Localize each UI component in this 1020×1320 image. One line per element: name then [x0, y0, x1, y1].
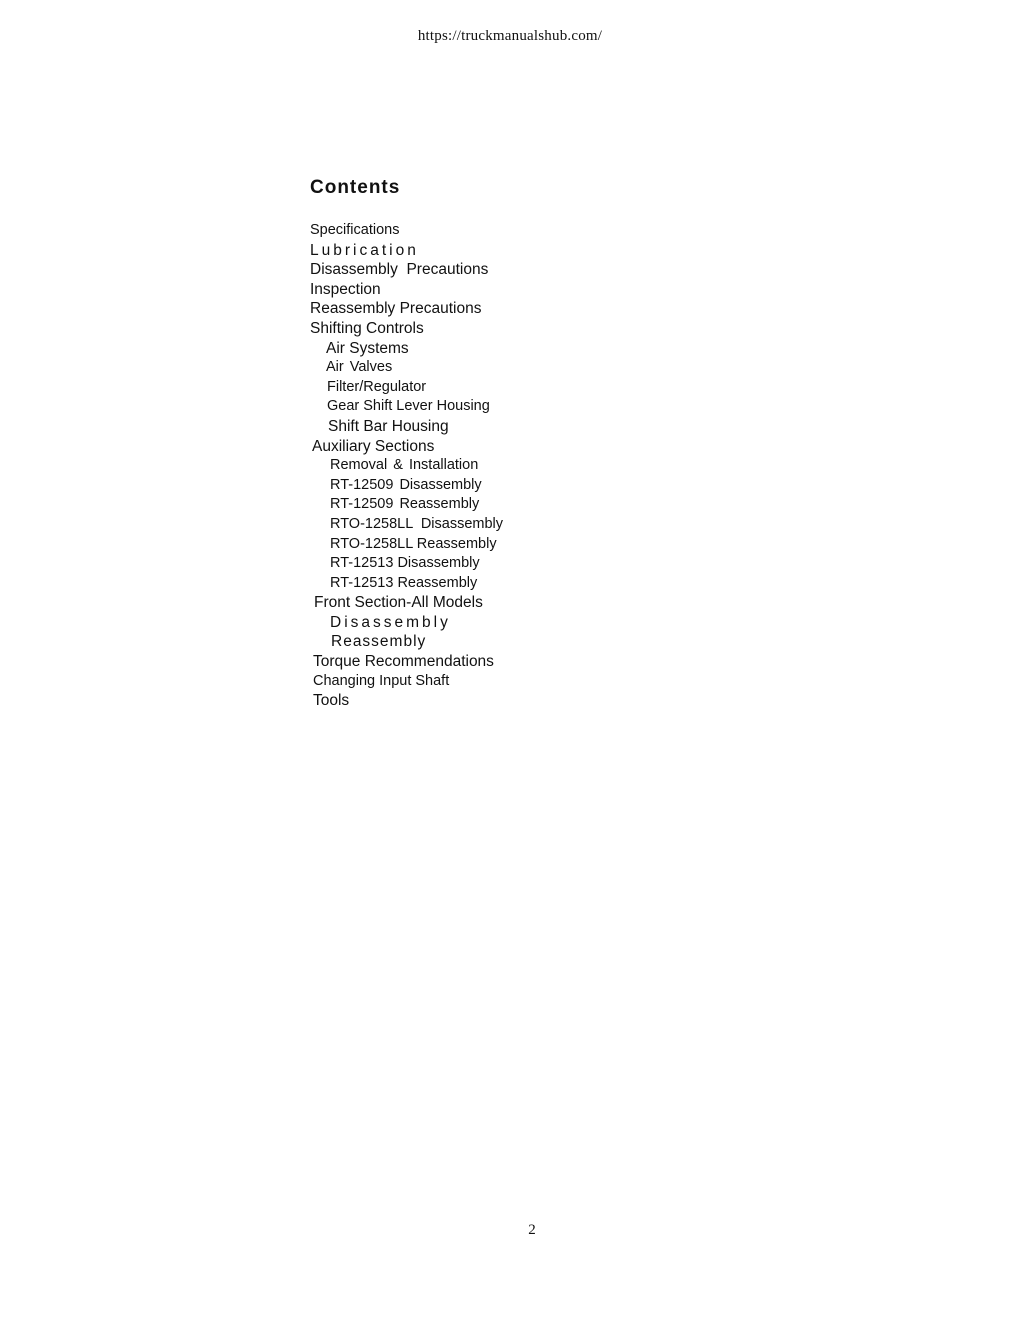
toc-item-air-systems[interactable]: Air Systems — [326, 339, 409, 357]
toc-item-front-reassembly[interactable]: Reassembly — [331, 633, 427, 651]
toc-item-removal-installation[interactable]: Removal & Installation — [330, 457, 479, 474]
toc-item-rt-12513-disassembly[interactable]: RT-12513 Disassembly — [330, 555, 480, 572]
toc-item-changing-input-shaft[interactable]: Changing Input Shaft — [313, 672, 450, 689]
toc-item-auxiliary-sections[interactable]: Auxiliary Sections — [312, 437, 435, 455]
toc-item-filter-regulator[interactable]: Filter/Regulator — [327, 378, 427, 395]
toc-item-lubrication[interactable]: Lubrication — [310, 241, 419, 259]
header-url[interactable]: https://truckmanualshub.com/ — [417, 28, 603, 44]
toc-item-reassembly-precautions[interactable]: Reassembly Precautions — [310, 300, 482, 318]
toc-list — [310, 221, 710, 711]
toc-item-gear-shift-lever-housing[interactable]: Gear Shift Lever Housing — [327, 398, 490, 415]
toc-item-front-disassembly[interactable]: Disassembly — [330, 613, 451, 631]
toc-item-shift-bar-housing[interactable]: Shift Bar Housing — [328, 417, 449, 435]
toc-title: Contents — [310, 177, 401, 198]
toc-item-rt-12509-disassembly[interactable]: RT-12509 Disassembly — [330, 476, 482, 493]
toc-item-rto-1258ll-disassembly[interactable]: RTO-1258LL Disassembly — [330, 515, 504, 532]
toc-item-air-valves[interactable]: Air Valves — [326, 359, 393, 376]
toc-item-shifting-controls[interactable]: Shifting Controls — [310, 319, 424, 337]
toc-item-specifications[interactable]: Specifications — [310, 222, 400, 238]
toc-item-front-section-all-models[interactable]: Front Section-All Models — [314, 594, 483, 612]
toc-item-rt-12509-reassembly[interactable]: RT-12509 Reassembly — [330, 496, 480, 513]
toc-item-inspection[interactable]: Inspection — [310, 280, 381, 298]
toc-item-disassembly-precautions[interactable]: Disassembly Precautions — [310, 261, 489, 279]
toc-item-rto-1258ll-reassembly[interactable]: RTO-1258LL Reassembly — [330, 535, 497, 552]
table-of-contents — [310, 176, 710, 711]
toc-item-torque-recommendations[interactable]: Torque Recommendations — [313, 653, 494, 671]
toc-item-rt-12513-reassembly[interactable]: RT-12513 Reassembly — [330, 574, 478, 591]
page-number: 2 — [528, 1222, 536, 1238]
toc-item-tools[interactable]: Tools — [313, 692, 350, 710]
